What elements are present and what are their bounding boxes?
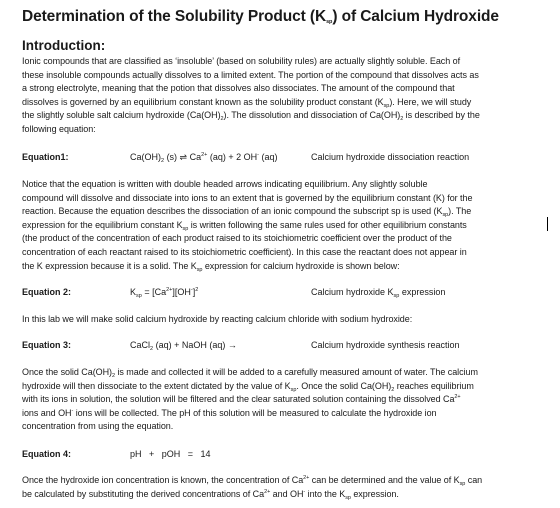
equation-4-formula: pH + pOH = 14 bbox=[130, 449, 211, 459]
equation-2-description: Calcium hydroxide $K_{sp}$ expression bbox=[311, 287, 446, 299]
equation-2-formula: $K_{sp} = [Ca^{2+}][OH^-]^2$ bbox=[130, 287, 199, 299]
equilibrium-paragraph: Notice that the equation is written with double headed arrows indicating equilibrium. Any slightly soluble compound will dissolve and dissociate into ions to an extent that is governed by the equilibrium constant (K) for the reaction. Because the equation describes the dissociation of an ionic compound the subscript sp is used $(K_{sp})$. The expression for the equilibrium constant $K_{sp}$ is written following the same rules used for other equilibrium constants (the product of the concentration of each product raised to its stoichiometric coefficient over the product of the concentration of each reactant raised to its stoichiometric coefficient). In this case the reactant does not appear in the K expression because it is a solid. The $K_{sp}$ expression for calcium hydroxide is shown below: bbox=[22, 179, 473, 273]
equation-4 bbox=[22, 449, 550, 463]
equation-2 bbox=[22, 287, 550, 301]
intro-paragraph: Ionic compounds that are classified as ‘insoluble’ (based on solubility rules) are actually slightly soluble. Each of these insoluble compounds actually dissolves to a limited extent. The portion of the compound that dissolves acts as a strong electrolyte, meaning that the potion that dissolves also dissociates. The amount of the compound that dissolves is governed by an equilibrium constant known as the solubility product constant $(K_{sp})$. Here, we will study the slightly soluble salt calcium hydroxide $(Ca(OH)_2)$. The dissolution and dissociation of $Ca(OH)_2$ is described by the following equation: bbox=[22, 56, 480, 134]
procedure-paragraph: Once the solid $Ca(OH)_2$ is made and collected it will be added to a carefully measured amount of water. The calcium hydroxide will then dissociate to the extent dictated by the value of $K_{sp}$. Once the solid $Ca(OH)_2$ reaches equilibrium with its ions in solution, the solution will be filtered and the clear saturated solution containing the dissolved $Ca^{2+}$ ions and OH- ions will be collected. The pH of this solution will be measured to calculate the hydroxide ion concentration from using the equation. bbox=[22, 367, 478, 432]
synthesis-paragraph: In this lab we will make solid calcium hydroxide by reacting calcium chloride with sodium hydroxide: bbox=[22, 314, 413, 324]
equation-2-label: Equation 2: bbox=[22, 287, 71, 297]
conclusion-paragraph: Once the hydroxide ion concentration is known, the concentration of $Ca^{2+}$ can be determined and the value of $K_{sp}$ can be calculated by substituting the derived concentrations of $Ca^{2+}$ and OH- into the $K_{sp}$ expression. bbox=[22, 475, 483, 501]
equation-1 bbox=[22, 152, 550, 166]
equation-1-label: Equation1: bbox=[22, 152, 69, 162]
equation-1-formula: $Ca(OH)_2$ (s) ⇌ $Ca^{2+}$ (aq) + 2 OH- (aq) bbox=[130, 152, 278, 164]
equation-4-label: Equation 4: bbox=[22, 449, 71, 459]
equation-1-description: Calcium hydroxide dissociation reaction bbox=[311, 152, 470, 162]
document-title: Determination of the Solubility Product $(K_{sp})$ of Calcium Hydroxide bbox=[22, 8, 499, 25]
equation-3 bbox=[22, 340, 550, 354]
equation-3-label: Equation 3: bbox=[22, 340, 71, 350]
introduction-heading: Introduction: bbox=[22, 38, 106, 53]
text-cursor bbox=[547, 217, 548, 231]
equation-3-description: Calcium hydroxide synthesis reaction bbox=[311, 340, 460, 350]
equation-3-formula: CaCl$_2$ (aq) + NaOH (aq) → bbox=[130, 340, 237, 352]
